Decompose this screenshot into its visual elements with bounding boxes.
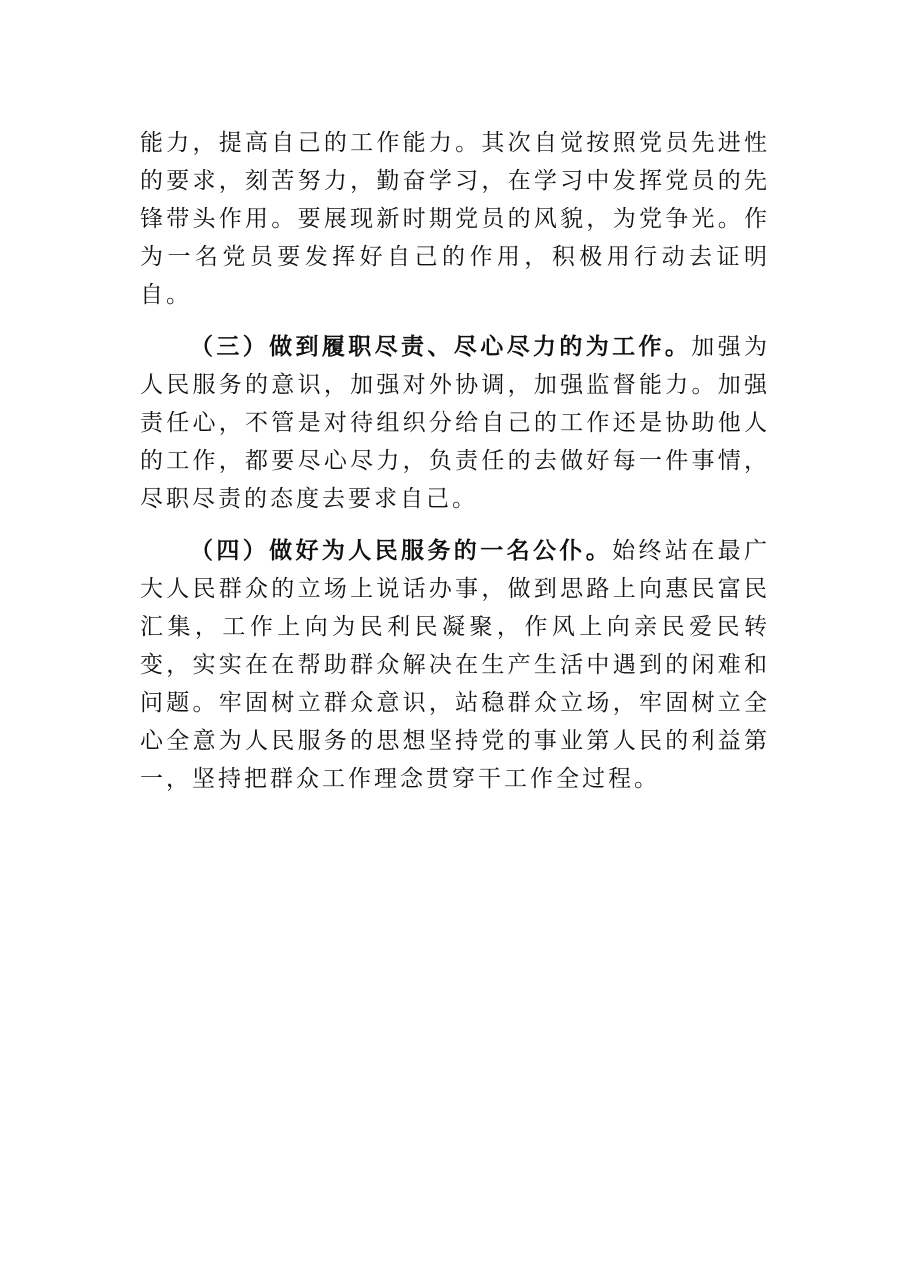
document-body [140,124,770,812]
paragraph-continuation [140,124,770,314]
paragraph-section-3 [140,328,770,518]
paragraph-section-4 [140,532,770,798]
section-3-body: 加强为人民服务的意识，加强对外协调，加强监督能力。加强责任心，不管是对待组织分给自己的工作还是协助他人的工作，都要尽心尽力，负责任的去做好每一件事情，尽职尽责的态度去要求自己。 [140,334,771,512]
section-4-heading: （四）做好为人民服务的一名公仆。 [190,537,613,564]
paragraph-1-body: 能力，提高自己的工作能力。其次自觉按照党员先进性的要求，刻苦努力，勤奋学习，在学习中发挥党员的先锋带头作用。要展现新时期党员的风貌，为党争光。作为一名党员要发挥好自己的作用，积极用行动去证明自。 [140,130,770,308]
section-4-body: 始终站在最广大人民群众的立场上说话办事，做到思路上向惠民富民汇集，工作上向为民利民凝聚，作风上向亲民爱民转变，实实在在帮助群众解决在生产生活中遇到的闲难和问题。牢固树立群众意识，站稳群众立场，牢固树立全心全意为人民服务的思想坚持党的事业第人民的利益第一，坚持把群众工作理念贯穿干工作全过程。 [140,538,771,792]
section-3-heading: （三）做到履职尽责、尽心尽力的为工作。 [190,333,692,360]
